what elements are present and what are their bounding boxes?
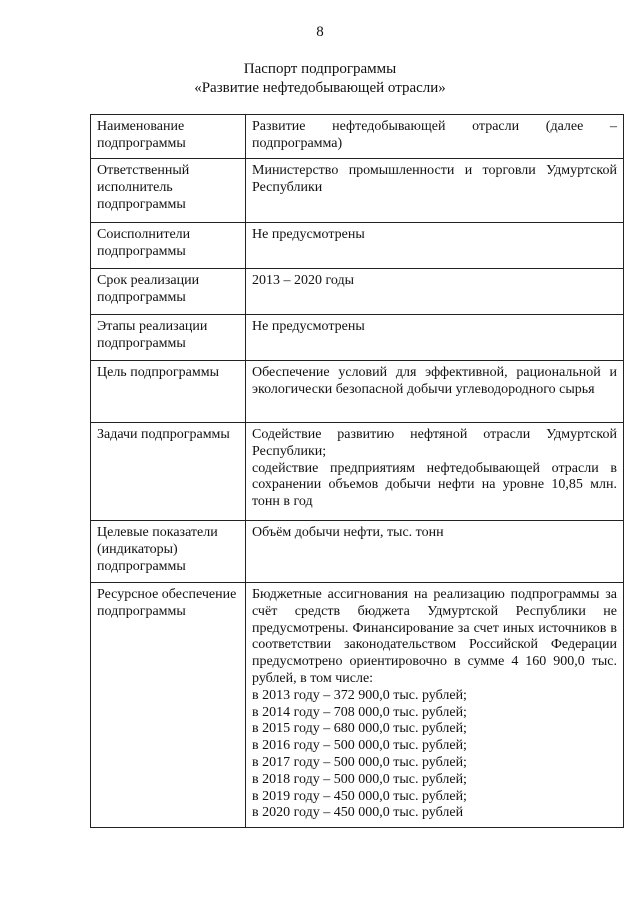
row-label: Срок реализации подпрограммы <box>91 269 246 315</box>
table-row <box>91 583 624 828</box>
row-label: Цель подпрограммы <box>91 361 246 423</box>
task-line: Содействие развитию нефтяной отрасли Удмуртской Республики; <box>252 427 617 459</box>
table-row <box>91 521 624 583</box>
row-value: Развитие нефтедобывающей отрасли (далее – подпрограмма) <box>246 115 624 159</box>
funding-year-item: в 2014 году – 708 000,0 тыс. рублей; <box>252 704 467 720</box>
row-label: Наименование подпрограммы <box>91 115 246 159</box>
table-row <box>91 423 624 521</box>
funding-text: Бюджетные ассигнования на реализацию подпрограммы за счёт средств бюджета Удмуртской Республики не предусмотрены. Финансирование за счет иных источников в соответствии законодательством Российской Федерации предусмотрено ориентировочно в сумме 4 160 900,0 тыс. рублей, в том числе: <box>252 587 617 686</box>
title-line-2: «Развитие нефтедобывающей отрасли» <box>194 80 446 96</box>
row-label: Этапы реализации подпрограммы <box>91 315 246 361</box>
row-value: Министерство промышленности и торговли Удмуртской Республики <box>246 159 624 223</box>
funding-year-item: в 2015 году – 680 000,0 тыс. рублей; <box>252 721 467 737</box>
row-value: Не предусмотрены <box>246 223 624 269</box>
table-row <box>91 223 624 269</box>
table-row <box>91 269 624 315</box>
passport-table <box>90 114 624 828</box>
table-row <box>91 315 624 361</box>
table-row <box>91 159 624 223</box>
funding-year-item: в 2013 году – 372 900,0 тыс. рублей; <box>252 687 467 703</box>
funding-year-item: в 2020 году – 450 000,0 тыс. рублей <box>252 805 464 821</box>
row-value: Не предусмотрены <box>246 315 624 361</box>
page-number: 8 <box>316 24 324 40</box>
row-value: Объём добычи нефти, тыс. тонн <box>246 521 624 583</box>
funding-year-item: в 2017 году – 500 000,0 тыс. рублей; <box>252 754 467 770</box>
row-value: Обеспечение условий для эффективной, рациональной и экологически безопасной добычи углеводородного сырья <box>246 361 624 423</box>
row-label: Целевые показатели (индикаторы) подпрограммы <box>91 521 246 583</box>
title-line-1: Паспорт подпрограммы <box>243 61 397 77</box>
row-value: 2013 – 2020 годы <box>246 269 624 315</box>
document-title <box>0 60 640 98</box>
row-label: Ответственный исполнитель подпрограммы <box>91 159 246 223</box>
row-label: Ресурсное обеспечение подпрограммы <box>91 583 246 828</box>
funding-years <box>252 688 617 822</box>
row-value <box>246 583 624 828</box>
funding-year-item: в 2018 году – 500 000,0 тыс. рублей; <box>252 771 467 787</box>
task-line: содействие предприятиям нефтедобывающей отрасли в сохранении объемов добычи нефти на уровне 10,85 млн. тонн в год <box>252 460 617 510</box>
table-row <box>91 361 624 423</box>
funding-year-item: в 2016 году – 500 000,0 тыс. рублей; <box>252 738 467 754</box>
row-label: Соисполнители подпрограммы <box>91 223 246 269</box>
funding-year-item: в 2019 году – 450 000,0 тыс. рублей; <box>252 788 467 804</box>
row-value <box>246 423 624 521</box>
table-row <box>91 115 624 159</box>
row-label: Задачи подпрограммы <box>91 423 246 521</box>
